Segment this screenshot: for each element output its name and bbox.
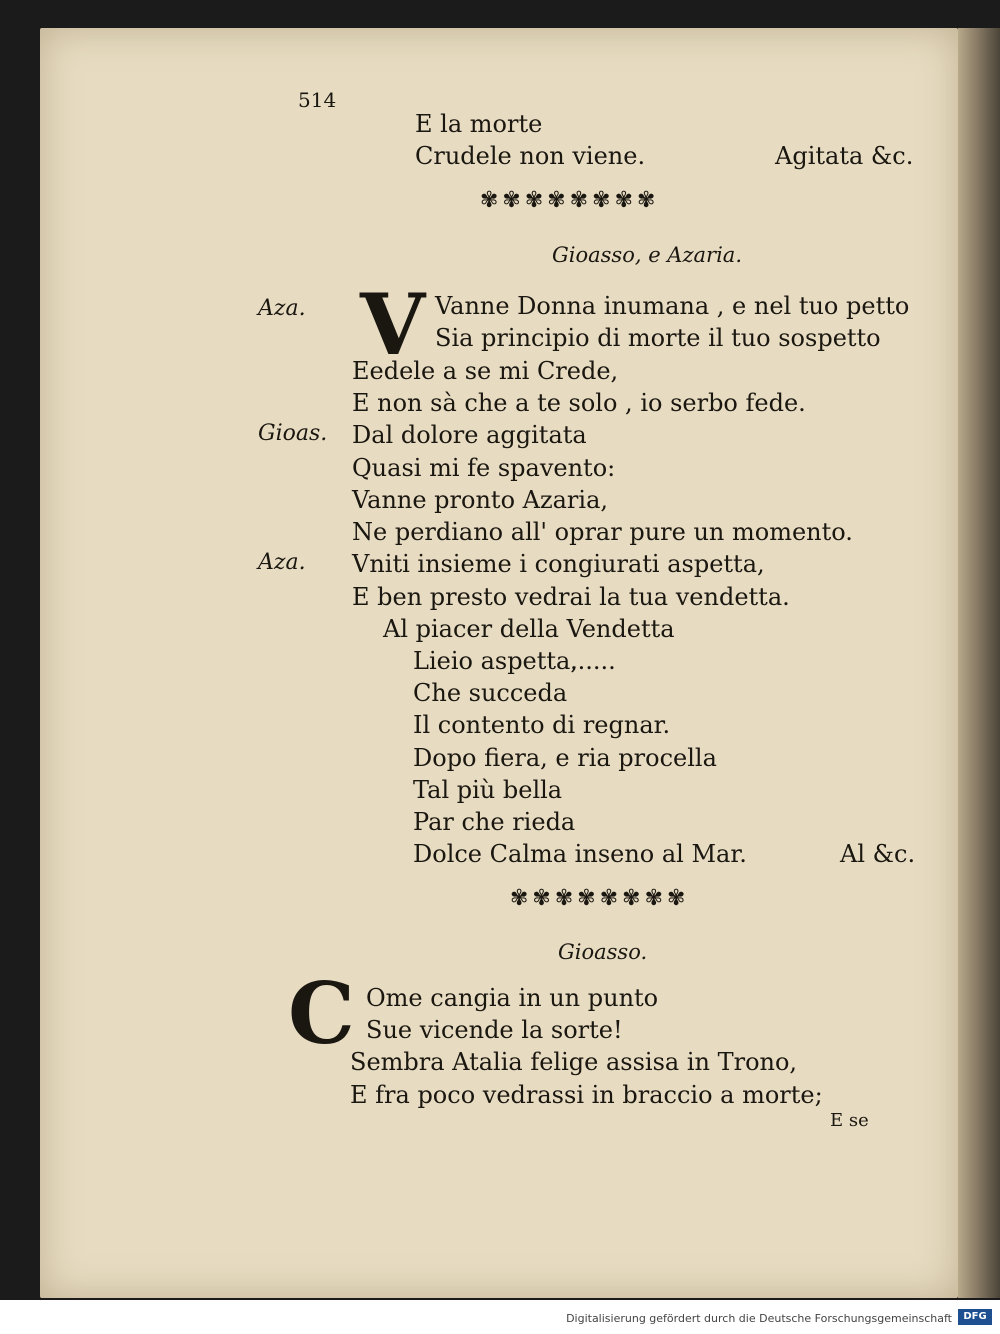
text-line-2: Crudele non viene. <box>415 142 646 170</box>
drop-capital-c: C <box>288 964 355 1063</box>
text-line-17: Dopo fiera, e ria procella <box>413 744 717 772</box>
text-line-6: E non sà che a te solo , io serbo fede. <box>352 389 806 417</box>
text-line-23: Sembra Atalia felige assisa in Trono, <box>350 1048 798 1076</box>
text-line-8: Quasi mi fe spavento: <box>352 454 616 482</box>
text-line-4: Sia principio di morte il tuo sospetto <box>435 324 881 352</box>
speaker-aza-1: Aza. <box>258 296 306 321</box>
text-line-20: Dolce Calma inseno al Mar. <box>413 840 747 868</box>
speaker-gioas: Gioas. <box>258 421 328 446</box>
text-line-24: E fra poco vedrassi in braccio a morte; <box>350 1081 823 1109</box>
text-line-15: Che succeda <box>413 679 568 707</box>
text-line-12: E ben presto vedrai la tua vendetta. <box>352 583 790 611</box>
footer-credit: Digitalisierung gefördert durch die Deutsche Forschungsgemeinschaft <box>566 1312 952 1325</box>
agitata-etc: Agitata &c. <box>775 142 914 170</box>
al-etc: Al &c. <box>840 840 916 868</box>
text-line-13: Al piacer della Vendetta <box>383 615 675 643</box>
text-line-7: Dal dolore aggitata <box>352 421 587 449</box>
drop-capital-v: V <box>360 275 426 374</box>
text-line-19: Par che rieda <box>413 808 576 836</box>
text-line-16: Il contento di regnar. <box>413 711 671 739</box>
scene-cue-1: Gioasso, e Azaria. <box>552 243 743 267</box>
text-line-14: Lieio aspetta, <box>413 647 578 675</box>
text-line-18: Tal più bella <box>413 776 563 804</box>
catchword: E se <box>830 1110 869 1131</box>
text-line-9: Vanne pronto Azaria, <box>352 486 609 514</box>
text-line-1: E la morte <box>415 110 543 138</box>
text-line-21: Ome cangia in un punto <box>366 984 659 1012</box>
scene-cue-2: Gioasso. <box>558 940 648 964</box>
text-line-10: Ne perdiano all' oprar pure un momento. <box>352 518 853 546</box>
page-number: 514 <box>298 88 337 112</box>
ornament-row-1: ✾✾✾✾✾✾✾✾ <box>480 188 660 213</box>
book-spine <box>958 28 1000 1298</box>
dfg-logo-icon: DFG <box>958 1309 992 1325</box>
speaker-aza-2: Aza. <box>258 550 306 575</box>
text-line-5: Eedele a se mi Crede, <box>352 357 619 385</box>
ornament-row-2: ✾✾✾✾✾✾✾✾ <box>510 886 690 911</box>
text-line-3: Vanne Donna inumana , e nel tuo petto <box>435 292 910 320</box>
dot-leader: ...... <box>570 647 616 675</box>
text-line-22: Sue vicende la sorte! <box>366 1016 623 1044</box>
book-page <box>40 28 958 1298</box>
footer-bar <box>0 1300 1000 1334</box>
text-line-11: Vniti insieme i congiurati aspetta, <box>352 550 765 578</box>
